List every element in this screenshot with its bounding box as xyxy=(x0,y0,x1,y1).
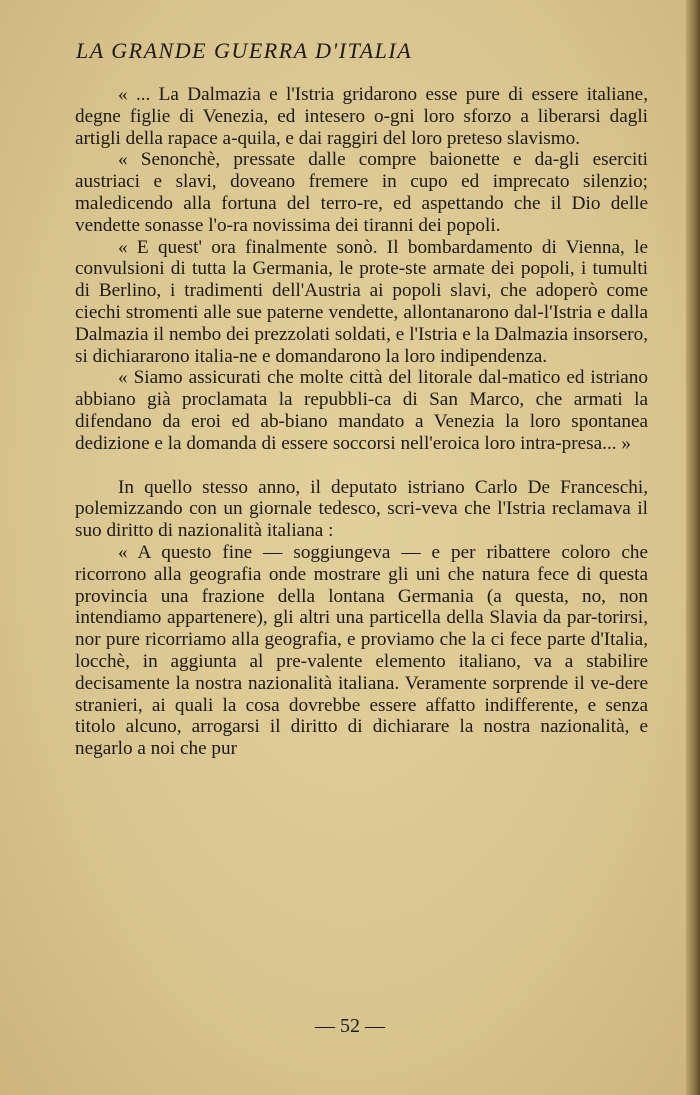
paragraph: « Senonchè, pressate dalle compre baionette e da-gli eserciti austriaci e slavi, doveano fremere in cupo ed imprecato silenzio; maledicendo alla fortuna del terro-re, ed aspettando che il Dio delle vendette sonasse l'o-ra novissima dei tiranni dei popoli. xyxy=(75,149,648,236)
paragraph: « E quest' ora finalmente sonò. Il bombardamento di Vienna, le convulsioni di tutta la Germania, le prote-ste armate dei popoli, i tumulti di Berlino, i tradimenti dell'Austria ai popoli slavi, che adoperò come ciechi stromenti alle sue paterne vendette, allontanarono dal-l'Istria e dalla Dalmazia il nembo dei prezzolati soldati, e l'Istria e la Dalmazia insorsero, si dichiararono italia-ne e domandarono la loro indipendenza. xyxy=(75,236,648,367)
running-head: LA GRANDE GUERRA D'ITALIA xyxy=(76,38,413,63)
paragraph: In quello stesso anno, il deputato istriano Carlo De Franceschi, polemizzando con un giornale tedesco, scri-veva che l'Istria reclamava il suo diritto di nazionalità italiana : xyxy=(75,476,648,542)
page-number: — 52 — xyxy=(315,1015,385,1037)
paragraph: « A questo fine — soggiungeva — e per ribattere coloro che ricorrono alla geografia onde mostrare gli uni che natura fece di questa provincia una frazione della lontana Germania (a questa, no, non intendiamo appartenere), gli altri una particella della Slavia da par-torirsi, nor pure ricorriamo alla geografia, e proviamo che la ci fece parte d'Italia, locchè, in aggiunta al pre-valente elemento italiano, va a stabilire decisamente la nostra nazionalità italiana. Veramente sorprende il ve-dere stranieri, ai quali la cosa dovrebbe essere affatto indifferente, e senza titolo alcuno, arrogarsi il diritto di dichiarare la nostra nazionalità, e negarlo a noi che pur xyxy=(75,541,648,760)
body-text xyxy=(75,84,648,760)
page-edge xyxy=(686,0,700,1095)
paragraph: « ... La Dalmazia e l'Istria gridarono esse pure di essere italiane, degne figlie di Venezia, ed intesero o-gni loro sforzo a liberarsi dagli artigli della rapace a-quila, e dai raggiri del loro preteso slavismo. xyxy=(75,84,648,149)
paragraph: « Siamo assicurati che molte città del litorale dal-matico ed istriano abbiano già proclamata la repubbli-ca di San Marco, che armati la difendano da eroi ed ab-biano mandato a Venezia la loro spontanea dedizione e la domanda di essere soccorsi nell'eroica loro intra-presa... » xyxy=(75,367,648,454)
